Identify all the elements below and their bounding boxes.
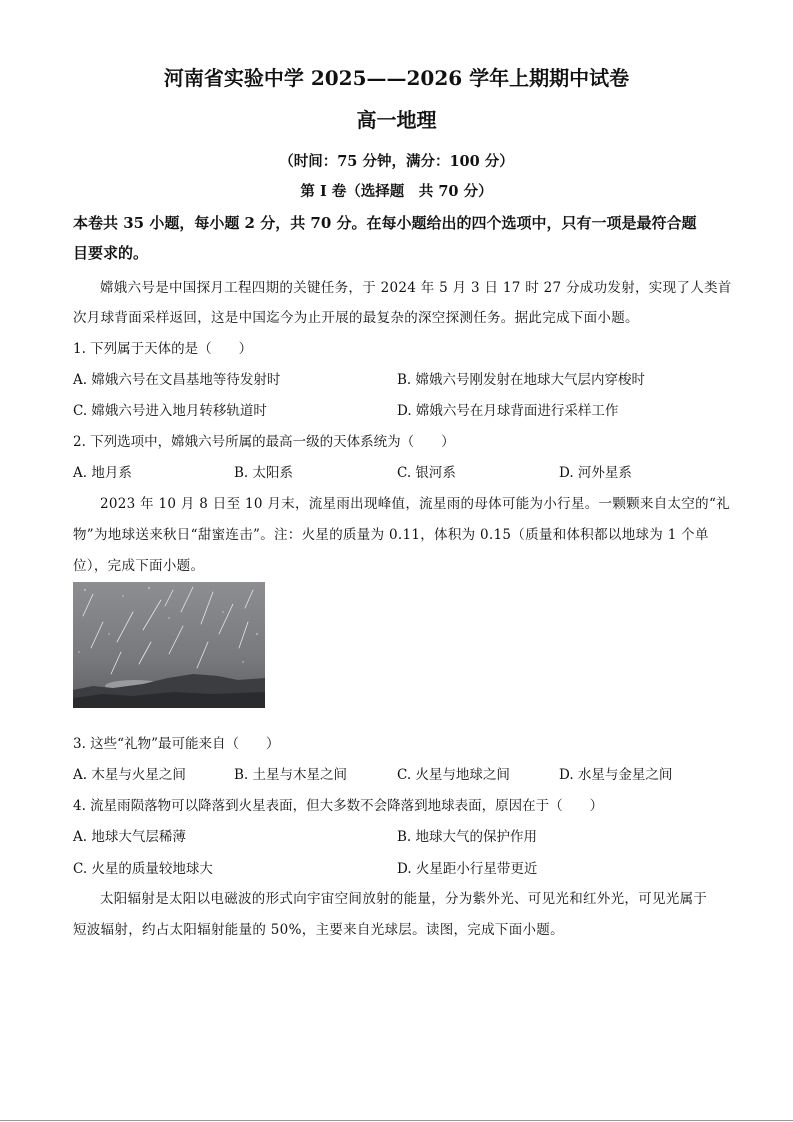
page-bottom-rule (0, 1120, 793, 1121)
passage1-line-2: 次月球背面采样返回，这是中国迄今为止开展的最复杂的深空探测任务。据此完成下面小题。 (73, 310, 639, 326)
subject-title: 高一地理 (356, 108, 437, 132)
question-2-stem: 2. 下列选项中，嫦娥六号所属的最高一级的天体系统为（ ） (73, 434, 455, 450)
question-3-option-a: A. 木星与火星之间 (73, 767, 186, 783)
passage3-line-2: 短波辐射，约占太阳辐射能量的 50%，主要来自光球层。读图，完成下面小题。 (73, 922, 564, 938)
question-3-option-b: B. 土星与木星之间 (234, 767, 348, 783)
question-4-option-d: D. 火星距小行星带更近 (397, 861, 538, 877)
instructions-line-2: 目要求的。 (73, 244, 149, 262)
passage2-line-2: 物”为地球送来秋日“甜蜜连击”。注：火星的质量为 0.11，体积为 0.15（质量和体积都以地球为 1 个单 (73, 527, 709, 543)
question-1-option-c: C. 嫦娥六号进入地月转移轨道时 (73, 403, 267, 419)
question-4-stem: 4. 流星雨陨落物可以降落到火星表面，但大多数不会降落到地球表面，原因在于（ ） (73, 798, 604, 814)
instructions-line-1: 本卷共 35 小题，每小题 2 分，共 70 分。在每小题给出的四个选项中，只有一项是最符合题 (73, 214, 697, 232)
passage2-line-3: 位），完成下面小题。 (73, 558, 205, 574)
time-info: （时间：75 分钟，满分：100 分） (279, 153, 514, 170)
passage3-line-1: 太阳辐射是太阳以电磁波的形式向宇宙空间放射的能量，分为紫外光、可见光和红外光，可见光属于 (100, 891, 708, 907)
question-2-option-c: C. 银河系 (397, 465, 456, 481)
question-1-option-a: A. 嫦娥六号在文昌基地等待发射时 (73, 372, 281, 388)
question-3-stem: 3. 这些“礼物”最可能来自（ ） (73, 736, 280, 752)
question-2-option-b: B. 太阳系 (234, 465, 294, 481)
question-4-option-c: C. 火星的质量较地球大 (73, 861, 213, 877)
question-1-option-d: D. 嫦娥六号在月球背面进行采样工作 (397, 403, 619, 419)
question-3-option-d: D. 水星与金星之间 (559, 767, 673, 783)
question-4-option-b: B. 地球大气的保护作用 (397, 829, 538, 845)
passage2-line-1: 2023 年 10 月 8 日至 10 月末，流星雨出现峰值，流星雨的母体可能为小行星。一颗颗来自太空的“礼 (100, 496, 730, 512)
question-1-stem: 1. 下列属于天体的是（ ） (73, 341, 253, 357)
section-heading: 第 I 卷（选择题 共 70 分） (300, 183, 493, 200)
question-1-option-b: B. 嫦娥六号刚发射在地球大气层内穿梭时 (397, 372, 646, 388)
question-4-option-a: A. 地球大气层稀薄 (73, 829, 186, 845)
question-2-option-a: A. 地月系 (73, 465, 132, 481)
passage1-line-1: 嫦娥六号是中国探月工程四期的关键任务，于 2024 年 5 月 3 日 17 时 27 分成功发射，实现了人类首 (100, 280, 732, 296)
meteor-shower-photo (73, 582, 265, 708)
exam-title: 河南省实验中学 2025——2026 学年上期期中试卷 (163, 66, 630, 90)
question-3-option-c: C. 火星与地球之间 (397, 767, 510, 783)
question-2-option-d: D. 河外星系 (559, 465, 632, 481)
